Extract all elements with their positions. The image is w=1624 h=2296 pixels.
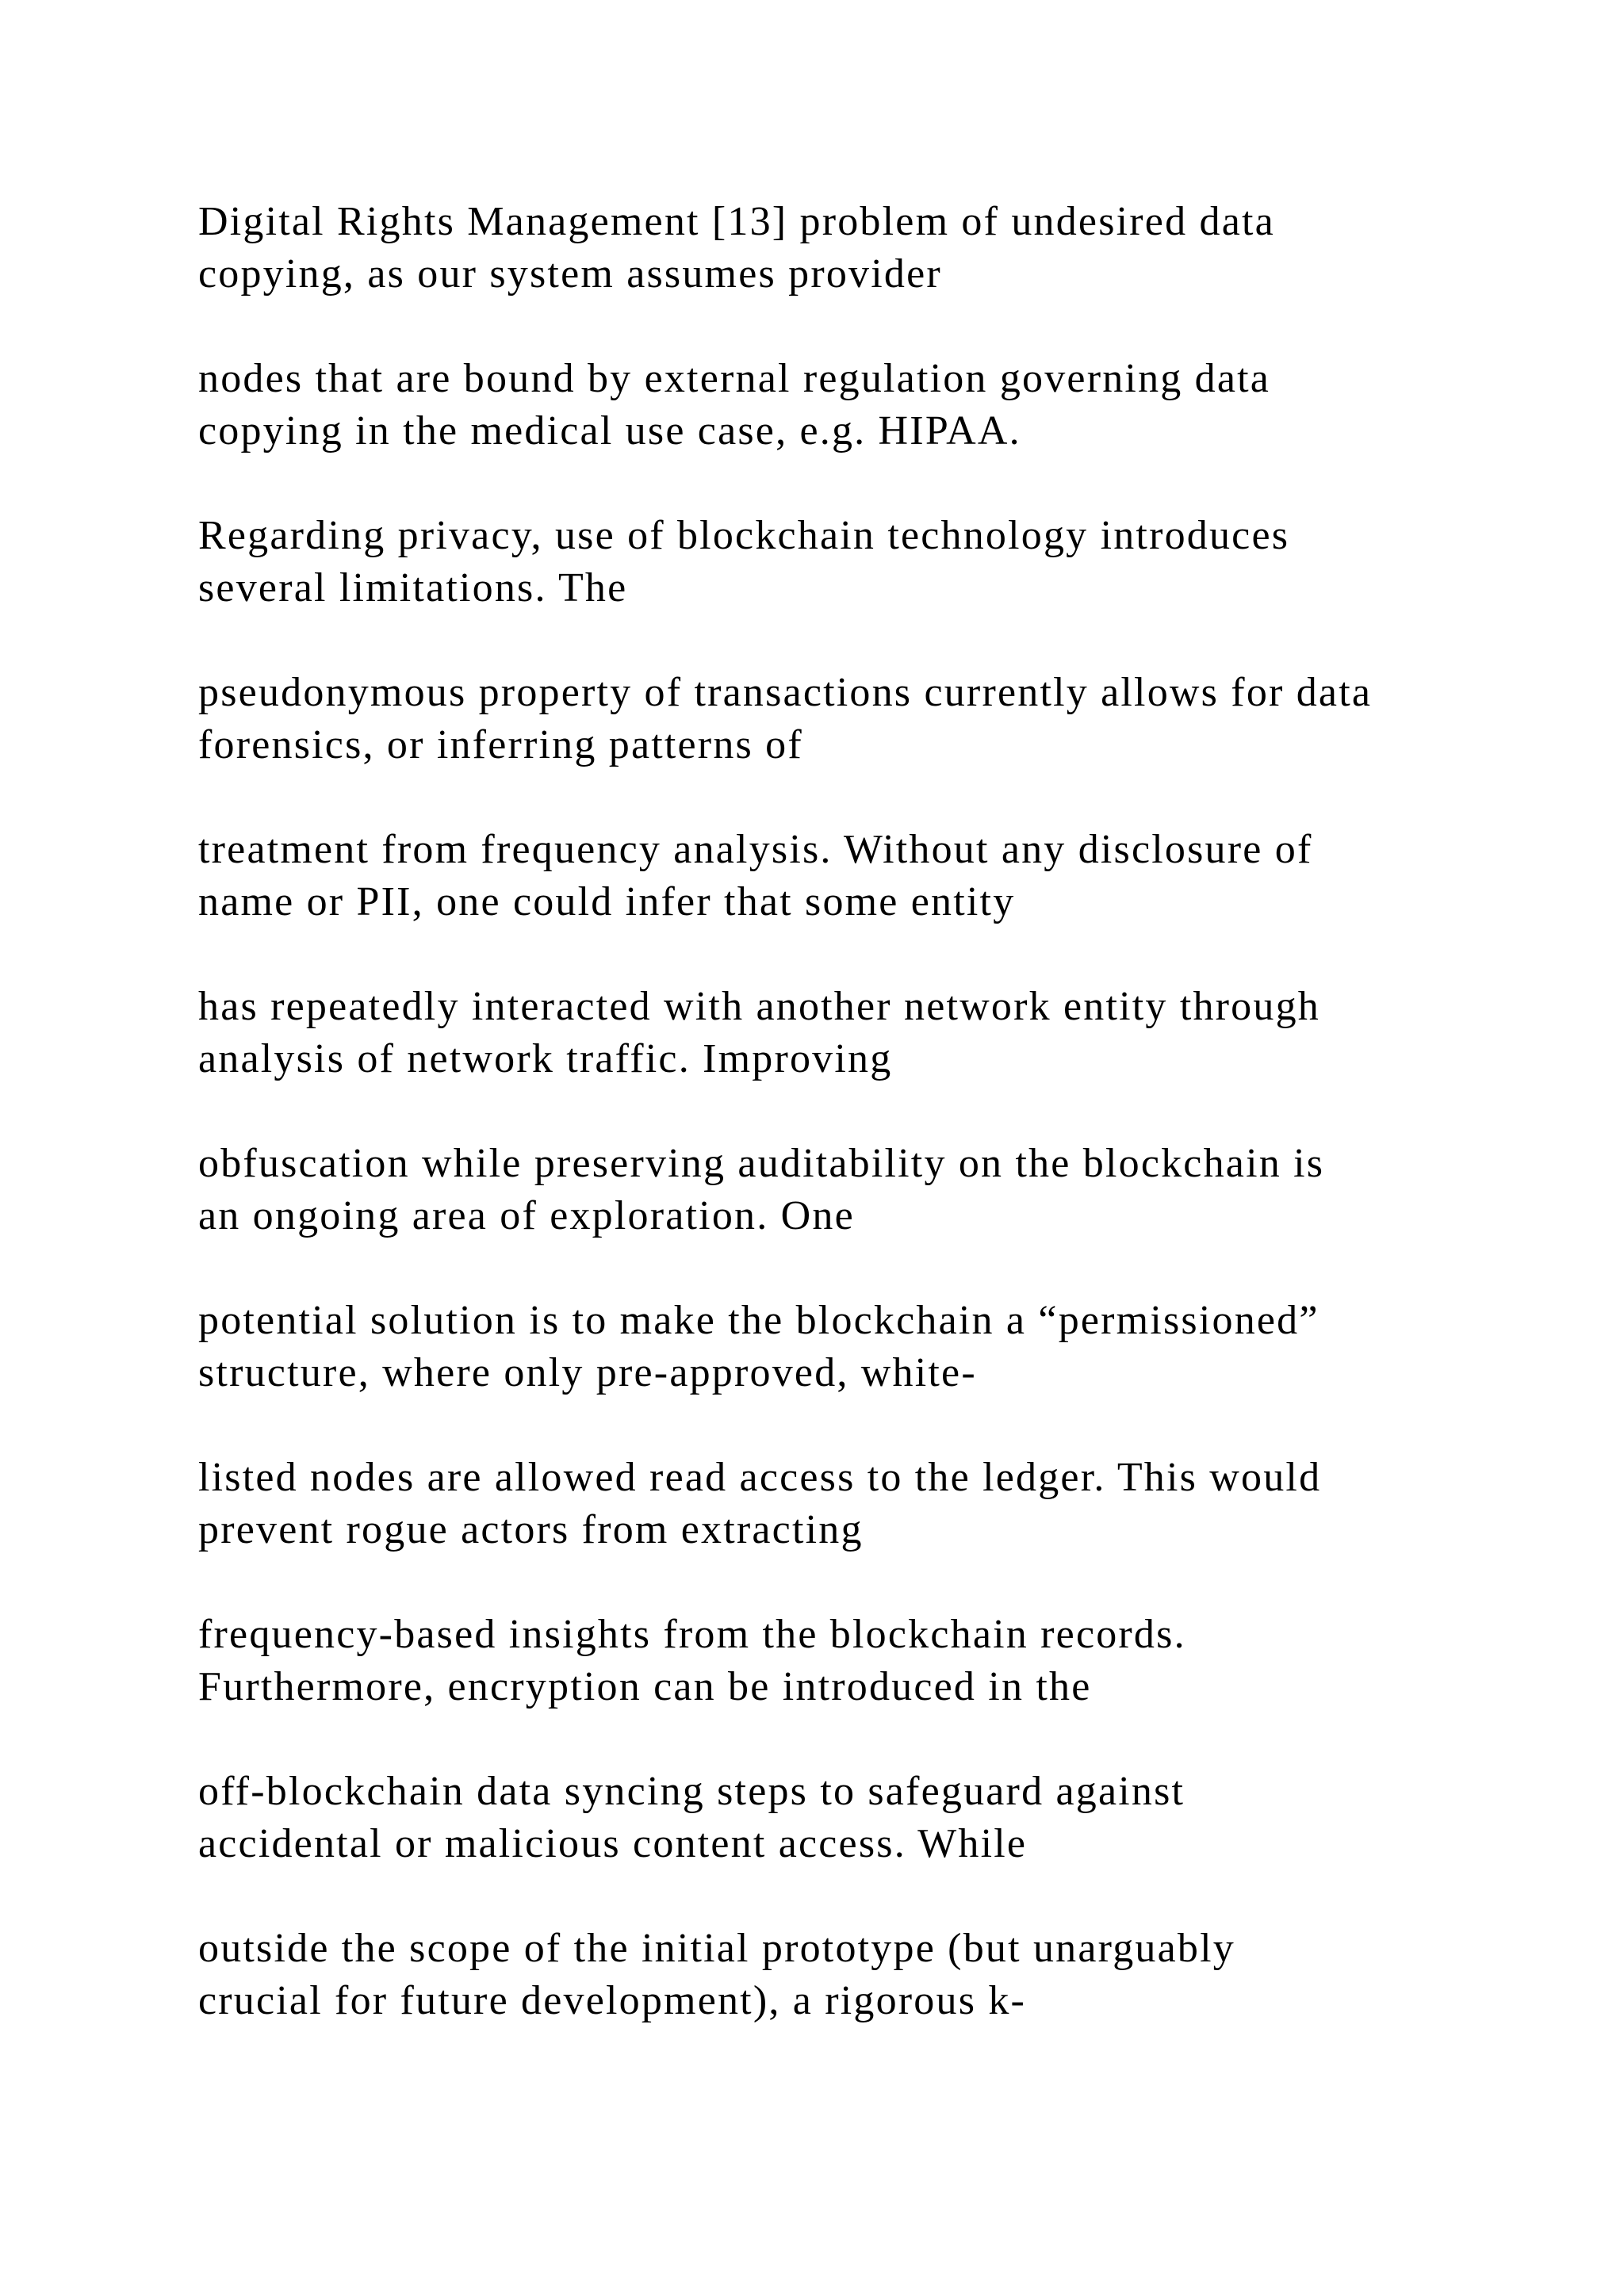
paragraph-line: prevent rogue actors from extracting [198, 1507, 864, 1552]
paragraph-line: Furthermore, encryption can be introduced in the [198, 1664, 1092, 1709]
paragraph-line: outside the scope of the initial prototype (but unarguably [198, 1926, 1235, 1971]
paragraph-line: pseudonymous property of transactions currently allows for data [198, 670, 1373, 715]
paragraph-line: several limitations. The [198, 565, 628, 610]
paragraph-line: potential solution is to make the blockchain a “permissioned” [198, 1298, 1320, 1343]
paragraph-line: copying in the medical use case, e.g. HIPAA. [198, 408, 1021, 453]
paragraph-line: analysis of network traffic. Improving [198, 1036, 893, 1081]
paragraph-line: listed nodes are allowed read access to the ledger. This would [198, 1455, 1322, 1500]
paragraph [198, 1609, 1594, 1713]
paragraph-line: off-blockchain data syncing steps to safeguard against [198, 1769, 1185, 1814]
paragraph [198, 667, 1594, 771]
paragraph [198, 1923, 1594, 2027]
paragraph [198, 1295, 1594, 1399]
paragraph-line: Digital Rights Management [13] problem of undesired data [198, 199, 1275, 244]
paragraph-line: name or PII, one could infer that some entity [198, 879, 1016, 924]
paragraph [198, 196, 1594, 300]
paragraph-line: structure, where only pre-approved, white- [198, 1350, 977, 1395]
paragraph [198, 1138, 1594, 1242]
paragraph-line: Regarding privacy, use of blockchain technology introduces [198, 513, 1290, 558]
paragraph-line: crucial for future development), a rigorous k- [198, 1978, 1027, 2023]
paragraph [198, 824, 1594, 928]
paragraph-line: copying, as our system assumes provider [198, 251, 942, 297]
paragraph [198, 510, 1594, 614]
paragraph [198, 981, 1594, 1085]
paragraph-line: has repeatedly interacted with another network entity through [198, 984, 1320, 1029]
paragraph-line: forensics, or inferring patterns of [198, 722, 803, 767]
paragraph [198, 1452, 1594, 1556]
paragraph-line: obfuscation while preserving auditability on the blockchain is [198, 1141, 1325, 1186]
paragraph-line: nodes that are bound by external regulation governing data [198, 356, 1271, 401]
paragraph-line: treatment from frequency analysis. Without any disclosure of [198, 827, 1313, 872]
paragraph [198, 1766, 1594, 1870]
paragraph-line: an ongoing area of exploration. One [198, 1193, 855, 1238]
paragraph [198, 353, 1594, 457]
paragraph-line: accidental or malicious content access. While [198, 1821, 1028, 1866]
paragraph-line: frequency-based insights from the blockchain records. [198, 1612, 1186, 1657]
